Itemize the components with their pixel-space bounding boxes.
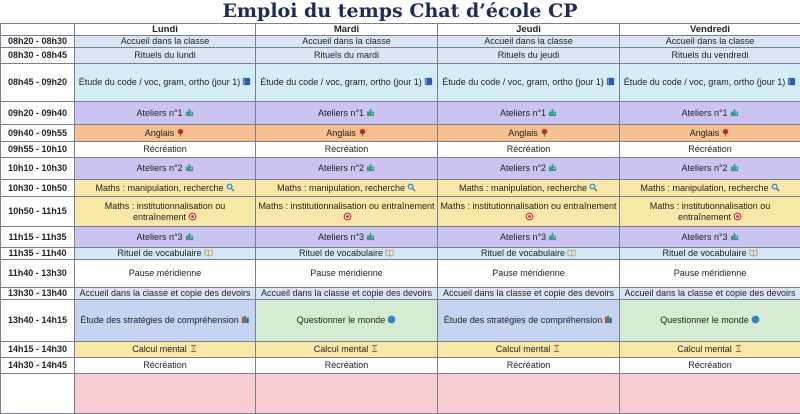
activity-label: Maths : manipulation, recherche (459, 183, 587, 193)
time-slot: 10h10 - 10h30 (1, 158, 75, 180)
activity-label: Ateliers n°1 (136, 108, 182, 118)
timetable-row (1, 300, 800, 342)
schedule-cell-jeudi (438, 180, 620, 197)
activity-label: Anglais (690, 128, 720, 138)
activity-label: Étude des stratégies de compréhension (80, 315, 239, 325)
activity-label: Calcul mental (314, 344, 369, 354)
activity-label: Maths : institutionnalisation ou entraînement (105, 201, 226, 222)
schedule-cell-jeudi (438, 197, 620, 227)
timetable-row (1, 227, 800, 248)
schedule-cell-lundi (75, 342, 256, 358)
activity-label: Anglais (145, 128, 175, 138)
schedule-cell-jeudi (438, 288, 620, 300)
activity-label: Maths : manipulation, recherche (277, 183, 405, 193)
timetable-row (1, 248, 800, 260)
puzzle-icon (185, 163, 194, 172)
timetable-row (1, 158, 800, 180)
schedule-cell-jeudi (438, 358, 620, 374)
time-slot: 08h30 - 08h45 (1, 48, 75, 64)
activity-label: Étude du code / voc, gram, ortho (jour 1) (442, 77, 604, 87)
header-row (1, 24, 800, 36)
puzzle-icon (366, 108, 375, 117)
activity-label: Accueil dans la classe et copie des devoirs (624, 288, 795, 298)
activity-label: Calcul mental (677, 344, 732, 354)
activity-label: Questionner le monde (660, 315, 749, 325)
day-header-mardi: Mardi (256, 24, 438, 36)
timetable-row (1, 358, 800, 374)
timetable (0, 23, 800, 414)
activity-label: Accueil dans la classe (484, 36, 573, 46)
schedule-cell-lundi (75, 125, 256, 142)
schedule-cell-lundi (75, 36, 256, 48)
globe-icon (751, 315, 760, 324)
activity-label: Maths : institutionnalisation ou entraînement (440, 201, 616, 211)
time-slot: 08h20 - 08h30 (1, 36, 75, 48)
activity-label: Étude du code / voc, gram, ortho (jour 1) (624, 77, 786, 87)
schedule-cell-jeudi (438, 248, 620, 260)
activity-label: Récréation (688, 360, 732, 370)
timetable-row (1, 374, 800, 414)
hourglass-icon (734, 344, 743, 353)
timetable-row (1, 102, 800, 125)
activity-label: Calcul mental (132, 344, 187, 354)
corner-cell (1, 24, 75, 36)
open-book-icon (204, 248, 213, 257)
schedule-cell-lundi (75, 197, 256, 227)
activity-label: Rituels du lundi (134, 50, 196, 60)
books-icon (604, 315, 613, 324)
activity-label: Récréation (507, 360, 551, 370)
activity-label: Pause méridienne (310, 268, 383, 278)
activity-label: Rituels du mardi (314, 50, 379, 60)
schedule-cell-lundi (75, 102, 256, 125)
activity-label: Récréation (507, 144, 551, 154)
activity-label: Accueil dans la classe (302, 36, 391, 46)
open-book-icon (749, 248, 758, 257)
schedule-cell-lundi (75, 227, 256, 248)
day-header-jeudi: Jeudi (438, 24, 620, 36)
schedule-cell-mardi (256, 288, 438, 300)
activity-label: Étude du code / voc, gram, ortho (jour 1) (79, 77, 241, 87)
time-slot: 13h40 - 14h15 (1, 300, 75, 342)
schedule-cell-jeudi (438, 300, 620, 342)
activity-label: Ateliers n°1 (500, 108, 546, 118)
schedule-cell-mardi (256, 36, 438, 48)
puzzle-icon (548, 232, 557, 241)
time-slot: 09h20 - 09h40 (1, 102, 75, 125)
activity-label: Pause méridienne (492, 268, 565, 278)
schedule-cell-jeudi (438, 158, 620, 180)
schedule-cell-lundi (75, 358, 256, 374)
hourglass-icon (370, 344, 379, 353)
schedule-cell-vendredi (620, 125, 800, 142)
magnifier-icon (226, 183, 235, 192)
schedule-cell-vendredi (620, 180, 800, 197)
activity-label: Ateliers n°3 (681, 232, 727, 242)
schedule-cell-vendredi (620, 142, 800, 158)
activity-label: Rituels du vendredi (671, 50, 748, 60)
schedule-cell-vendredi (620, 300, 800, 342)
schedule-cell-lundi (75, 180, 256, 197)
puzzle-icon (730, 232, 739, 241)
timetable-row (1, 142, 800, 158)
activity-label: Récréation (688, 144, 732, 154)
activity-label: Questionner le monde (297, 315, 386, 325)
time-slot: 14h15 - 14h30 (1, 342, 75, 358)
puzzle-icon (548, 163, 557, 172)
time-slot: 08h45 - 09h20 (1, 64, 75, 102)
schedule-cell-lundi (75, 248, 256, 260)
activity-label: Ateliers n°2 (500, 163, 546, 173)
schedule-cell-vendredi (620, 64, 800, 102)
schedule-cell-mardi (256, 300, 438, 342)
activity-label: Récréation (325, 360, 369, 370)
target-icon (343, 212, 352, 221)
schedule-cell-mardi (256, 180, 438, 197)
hourglass-icon (189, 344, 198, 353)
activity-label: Ateliers n°1 (318, 108, 364, 118)
schedule-cell-vendredi (620, 288, 800, 300)
activity-label: Ateliers n°2 (136, 163, 182, 173)
activity-label: Rituels du jeudi (498, 50, 560, 60)
timetable-row (1, 260, 800, 288)
schedule-cell-mardi (256, 248, 438, 260)
schedule-cell-jeudi (438, 125, 620, 142)
open-book-icon (385, 248, 394, 257)
schedule-cell-mardi (256, 125, 438, 142)
schedule-cell-vendredi (620, 197, 800, 227)
activity-label: Accueil dans la classe (121, 36, 210, 46)
activity-label: Pause méridienne (129, 268, 202, 278)
timetable-row (1, 125, 800, 142)
activity-label: Accueil dans la classe (666, 36, 755, 46)
schedule-cell-jeudi (438, 36, 620, 48)
time-slot: 13h30 - 13h40 (1, 288, 75, 300)
activity-label: Étude du code / voc, gram, ortho (jour 1) (260, 77, 422, 87)
time-slot: 11h35 - 11h40 (1, 248, 75, 260)
schedule-cell-vendredi (620, 374, 800, 414)
schedule-cell-jeudi (438, 227, 620, 248)
activity-label: Maths : manipulation, recherche (640, 183, 768, 193)
activity-label: Rituel de vocabulaire (481, 248, 565, 258)
schedule-cell-vendredi (620, 48, 800, 64)
schedule-cell-mardi (256, 48, 438, 64)
activity-label: Pause méridienne (674, 268, 747, 278)
schedule-cell-mardi (256, 142, 438, 158)
puzzle-icon (185, 232, 194, 241)
schedule-cell-lundi (75, 48, 256, 64)
schedule-cell-mardi (256, 227, 438, 248)
timetable-row (1, 197, 800, 227)
puzzle-icon (730, 108, 739, 117)
activity-label: Ateliers n°2 (318, 163, 364, 173)
schedule-cell-vendredi (620, 260, 800, 288)
schedule-cell-vendredi (620, 227, 800, 248)
activity-label: Ateliers n°1 (681, 108, 727, 118)
schedule-cell-mardi (256, 158, 438, 180)
timetable-row (1, 342, 800, 358)
puzzle-icon (366, 232, 375, 241)
target-icon (525, 212, 534, 221)
target-icon (733, 212, 742, 221)
puzzle-icon (366, 163, 375, 172)
magnifier-icon (771, 183, 780, 192)
schedule-cell-mardi (256, 374, 438, 414)
puzzle-icon (185, 108, 194, 117)
time-slot: 14h30 - 14h45 (1, 358, 75, 374)
page-title: Emploi du temps Chat d’école CP (0, 0, 800, 22)
schedule-cell-jeudi (438, 64, 620, 102)
book-icon (606, 77, 615, 86)
schedule-cell-mardi (256, 358, 438, 374)
puzzle-icon (730, 163, 739, 172)
time-slot: 10h30 - 10h50 (1, 180, 75, 197)
globe-icon (387, 315, 396, 324)
magnifier-icon (407, 183, 416, 192)
time-slot: 11h40 - 13h30 (1, 260, 75, 288)
day-header-vendredi: Vendredi (620, 24, 800, 36)
activity-label: Rituel de vocabulaire (117, 248, 201, 258)
schedule-cell-jeudi (438, 374, 620, 414)
schedule-cell-vendredi (620, 342, 800, 358)
target-icon (188, 212, 197, 221)
magnifier-icon (589, 183, 598, 192)
activity-label: Maths : manipulation, recherche (95, 183, 223, 193)
activity-label: Récréation (143, 360, 187, 370)
book-icon (424, 77, 433, 86)
timetable-row (1, 48, 800, 64)
book-icon (787, 77, 796, 86)
schedule-cell-vendredi (620, 248, 800, 260)
activity-label: Ateliers n°2 (681, 163, 727, 173)
schedule-cell-vendredi (620, 102, 800, 125)
schedule-cell-lundi (75, 374, 256, 414)
activity-label: Ateliers n°3 (500, 232, 546, 242)
open-book-icon (567, 248, 576, 257)
books-icon (241, 315, 250, 324)
rose-icon (540, 128, 549, 137)
schedule-cell-lundi (75, 158, 256, 180)
schedule-cell-mardi (256, 342, 438, 358)
schedule-cell-jeudi (438, 342, 620, 358)
activity-label: Maths : institutionnalisation ou entraînement (258, 201, 434, 211)
activity-label: Anglais (508, 128, 538, 138)
activity-label: Accueil dans la classe et copie des devoirs (261, 288, 432, 298)
schedule-cell-vendredi (620, 158, 800, 180)
time-slot: 10h50 - 11h15 (1, 197, 75, 227)
schedule-cell-lundi (75, 64, 256, 102)
schedule-cell-vendredi (620, 358, 800, 374)
schedule-cell-jeudi (438, 260, 620, 288)
timetable-row (1, 36, 800, 48)
rose-icon (721, 128, 730, 137)
time-slot: 11h15 - 11h35 (1, 227, 75, 248)
schedule-cell-jeudi (438, 102, 620, 125)
activity-label: Récréation (325, 144, 369, 154)
schedule-cell-lundi (75, 300, 256, 342)
time-slot: 09h55 - 10h10 (1, 142, 75, 158)
rose-icon (358, 128, 367, 137)
schedule-cell-mardi (256, 197, 438, 227)
timetable-body (1, 36, 800, 414)
activity-label: Calcul mental (496, 344, 551, 354)
schedule-cell-vendredi (620, 36, 800, 48)
book-icon (242, 77, 251, 86)
time-slot: 09h40 - 09h55 (1, 125, 75, 142)
puzzle-icon (548, 108, 557, 117)
activity-label: Anglais (326, 128, 356, 138)
schedule-cell-mardi (256, 64, 438, 102)
day-header-lundi: Lundi (75, 24, 256, 36)
activity-label: Accueil dans la classe et copie des devoirs (443, 288, 614, 298)
activity-label: Maths : institutionnalisation ou entraînement (650, 201, 771, 222)
schedule-cell-mardi (256, 102, 438, 125)
schedule-cell-lundi (75, 142, 256, 158)
schedule-cell-lundi (75, 288, 256, 300)
rose-icon (176, 128, 185, 137)
activity-label: Étude des stratégies de compréhension (444, 315, 603, 325)
activity-label: Ateliers n°3 (136, 232, 182, 242)
schedule-cell-lundi (75, 260, 256, 288)
activity-label: Accueil dans la classe et copie des devoirs (79, 288, 250, 298)
activity-label: Récréation (143, 144, 187, 154)
activity-label: Rituel de vocabulaire (662, 248, 746, 258)
hourglass-icon (552, 344, 561, 353)
activity-label: Ateliers n°3 (318, 232, 364, 242)
time-slot (1, 374, 75, 414)
timetable-row (1, 180, 800, 197)
schedule-cell-jeudi (438, 48, 620, 64)
activity-label: Rituel de vocabulaire (299, 248, 383, 258)
timetable-row (1, 64, 800, 102)
timetable-row (1, 288, 800, 300)
schedule-cell-jeudi (438, 142, 620, 158)
schedule-cell-mardi (256, 260, 438, 288)
